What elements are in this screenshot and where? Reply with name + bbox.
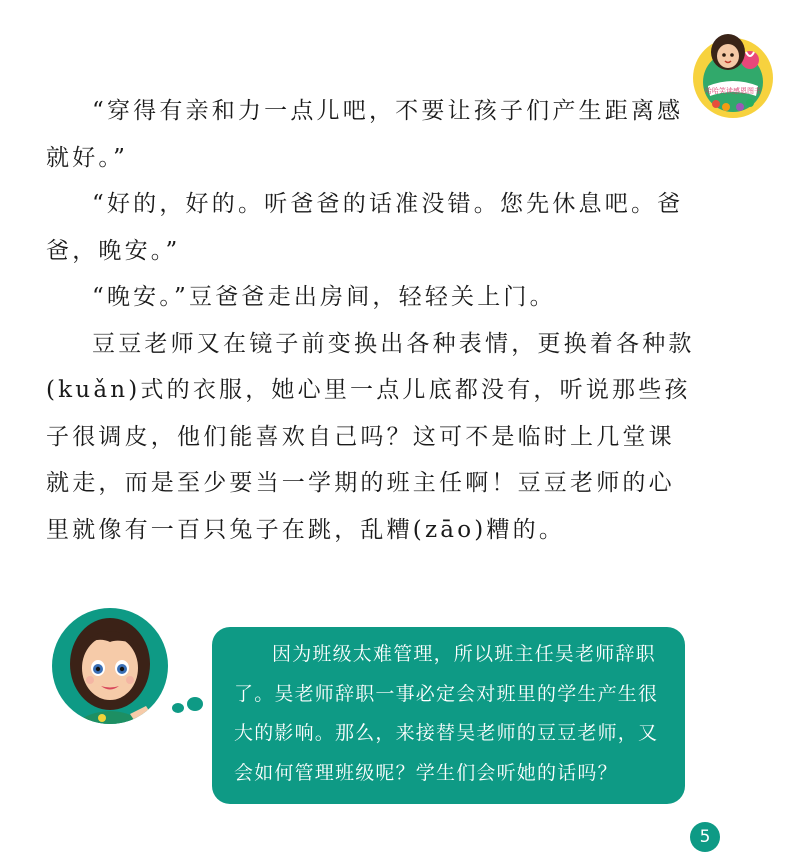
speech-bubble-dots bbox=[168, 690, 218, 720]
teacher-avatar-illustration bbox=[50, 606, 170, 726]
page-number: 5 bbox=[690, 822, 720, 852]
series-logo-badge bbox=[688, 30, 778, 120]
story-paragraph-1: “穿得有亲和力一点儿吧，不要让孩子们产生距离感就好。” bbox=[46, 98, 684, 171]
badge-text: 哈哈笑读感恩图书 bbox=[705, 87, 761, 95]
speech-bubble bbox=[212, 627, 685, 804]
story-text bbox=[46, 88, 696, 553]
story-paragraph-2: “好的，好的。听爸爸的话准没错。您先休息吧。爸爸，晚安。” bbox=[46, 191, 684, 264]
story-paragraph-3: “晚安。”豆爸爸走出房间，轻轻关上门。 bbox=[92, 284, 556, 310]
speech-bubble-text: 因为班级太难管理，所以班主任吴老师辞职了。吴老师辞职一事必定会对班里的学生产生很大的影响。那么，来接替吴老师的豆豆老师，又会如何管理班级呢？学生们会听她的话吗？ bbox=[234, 643, 659, 784]
story-paragraph-4: 豆豆老师又在镜子前变换出各种表情，更换着各种款(kuǎn)式的衣服，她心里一点儿底都没有，听说那些孩子很调皮，他们能喜欢自己吗？这可不是临时上几堂课就走，而是至少要当一学期的班主任啊！豆豆老师的心里就像有一百只兔子在跳，乱糟(zāo)糟的。 bbox=[46, 330, 695, 543]
